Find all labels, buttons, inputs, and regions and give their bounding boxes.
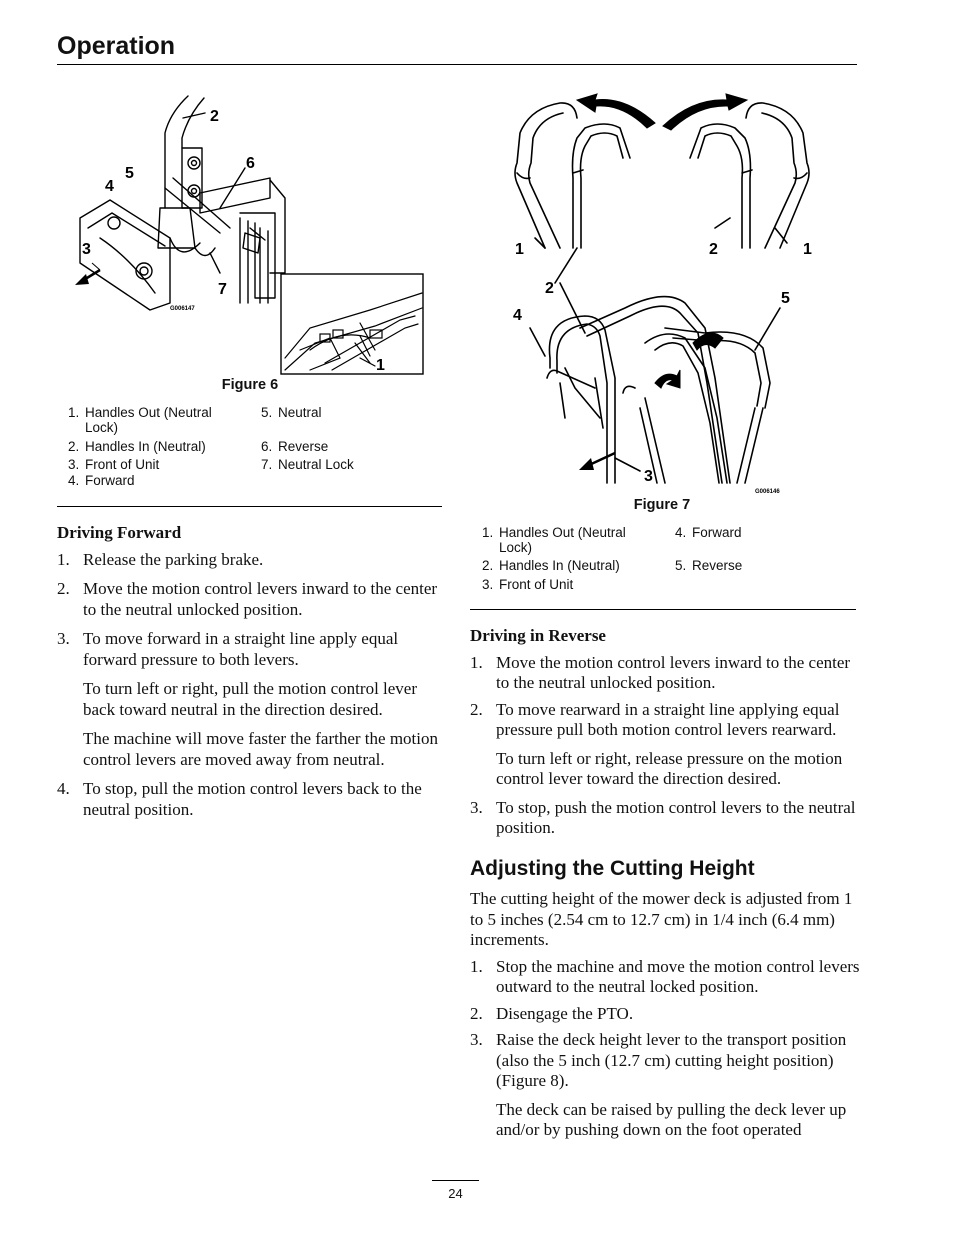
- list-item: 1. Move the motion control levers inward to the center to the neutral unlocked position.: [470, 652, 851, 692]
- legend-item: 5. Neutral: [261, 405, 322, 420]
- figure-6: [70, 88, 430, 378]
- legend-item: 3. Front of Unit: [482, 577, 574, 592]
- fig7-callout-4: 4: [513, 307, 522, 324]
- figure-6-caption: Figure 6: [221, 377, 279, 393]
- cutting-height-intro: The cutting height of the mower deck is adjusted from 1 to 5 inches (2.54 cm to 12.7 cm) in 1/4 inch (6.4 mm) increments.: [470, 889, 853, 949]
- figure-7-illustration: [505, 88, 835, 498]
- fig6-callout-1: 1: [376, 357, 385, 374]
- step-note: To turn left or right, release pressure on the motion control lever toward the direction desired.: [496, 748, 843, 788]
- figure-7-caption: Figure 7: [633, 497, 691, 513]
- legend-item: 2. Handles In (Neutral): [68, 439, 206, 454]
- fig6-callout-4: 4: [105, 178, 114, 195]
- list-item: 2. To move rearward in a straight line applying equal pressure pull both motion control levers rearward. To turn left or right, release pressure on the motion control lever toward the direction desired.: [470, 700, 860, 790]
- list-item: 3. To stop, push the motion control levers to the neutral position.: [470, 797, 856, 837]
- legend-item: 1. Handles Out (Neutral Lock): [482, 525, 626, 555]
- figure-7: [505, 88, 835, 498]
- list-item: 3. To move forward in a straight line apply equal forward pressure to both levers. To turn left or right, pull the motion control lever back toward neutral in the direction desired. The machine will move faster the farther the motion control levers are moved away from neutral.: [57, 629, 447, 770]
- step-note: The machine will move faster the farther the motion control levers are moved away from neutral.: [83, 729, 438, 769]
- divider: [57, 506, 442, 507]
- driving-reverse-heading: Driving in Reverse: [470, 626, 606, 645]
- legend-item: 2. Handles In (Neutral): [482, 558, 620, 573]
- page-title: Operation: [57, 32, 176, 60]
- figure-7-legend: [474, 525, 854, 595]
- figure-6-illustration: [70, 88, 430, 378]
- list-item: 3. Raise the deck height lever to the transport position (also the 5 inch (12.7 cm) cutting height position)(Figure 8). The deck can be raised by pulling the deck lever up and/or by pushing down on the foot operated: [470, 1030, 860, 1141]
- legend-item: 1. Handles Out (Neutral Lock): [68, 405, 212, 435]
- fig7-graphic-code: G006146: [755, 489, 780, 495]
- legend-item: 4. Forward: [68, 473, 135, 488]
- driving-forward-steps: [57, 550, 447, 821]
- fig6-callout-7: 7: [218, 281, 227, 298]
- fig7-callout-2-right: 2: [709, 241, 718, 258]
- fig7-callout-1-right: 1: [803, 241, 812, 258]
- step-note: To turn left or right, pull the motion control lever back toward neutral in the direction desired.: [83, 679, 418, 719]
- list-item: 1. Stop the machine and move the motion control levers outward to the neutral locked position.: [470, 956, 860, 996]
- legend-item: 4. Forward: [675, 525, 742, 540]
- fig7-callout-5: 5: [781, 290, 790, 307]
- cutting-height-steps: [470, 957, 860, 1141]
- cutting-height-title: Adjusting the Cutting Height: [470, 856, 755, 880]
- driving-reverse-section: [470, 626, 860, 1141]
- driving-forward-heading: Driving Forward: [57, 523, 182, 542]
- step-note: The deck can be raised by pulling the deck lever up and/or by pushing down on the foot operated: [496, 1099, 847, 1139]
- fig7-callout-1-left: 1: [515, 241, 524, 258]
- list-item: 2. Move the motion control levers inward to the center to the neutral unlocked position.: [57, 579, 438, 619]
- legend-item: 5. Reverse: [675, 558, 743, 573]
- fig6-callout-5: 5: [125, 165, 134, 182]
- list-item: 4. To stop, pull the motion control levers back to the neutral position.: [57, 779, 422, 819]
- page-number: 24: [432, 1180, 479, 1201]
- legend-item: 3. Front of Unit: [68, 457, 160, 472]
- fig6-callout-3: 3: [82, 241, 91, 258]
- fig7-callout-2-left: 2: [545, 280, 554, 297]
- header-rule: [57, 64, 857, 65]
- divider: [470, 609, 856, 610]
- fig7-callout-3: 3: [644, 468, 653, 485]
- driving-forward-section: [57, 523, 447, 820]
- legend-item: 7. Neutral Lock: [261, 457, 354, 472]
- fig6-callout-2: 2: [210, 108, 219, 125]
- list-item: 1. Release the parking brake.: [57, 549, 264, 569]
- driving-reverse-steps: [470, 653, 860, 839]
- list-item: 2. Disengage the PTO.: [470, 1003, 634, 1023]
- fig6-callout-6: 6: [246, 155, 255, 172]
- legend-item: 6. Reverse: [261, 439, 329, 454]
- fig6-graphic-code: G006147: [170, 306, 195, 312]
- figure-6-legend: [60, 405, 440, 490]
